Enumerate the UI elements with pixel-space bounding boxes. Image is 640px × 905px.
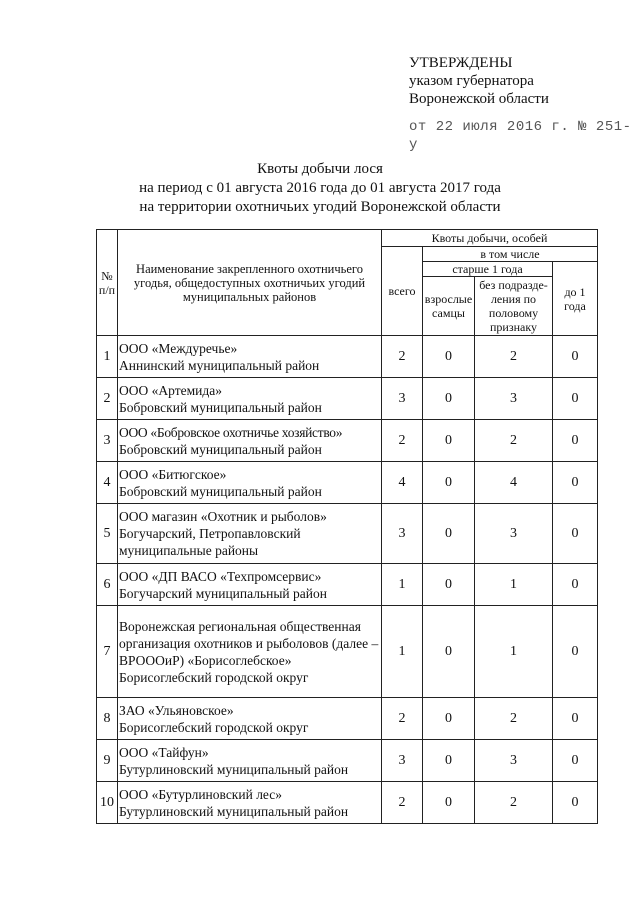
row-males: 0 bbox=[423, 740, 475, 782]
table-row bbox=[97, 504, 598, 564]
quota-table bbox=[96, 229, 598, 824]
header-older: старше 1 года bbox=[423, 262, 553, 277]
row-nosex: 2 bbox=[475, 782, 553, 824]
approval-line-2: указом губернатора bbox=[409, 73, 534, 89]
row-district: Аннинский муниципальный район bbox=[119, 357, 320, 373]
row-district: Бобровский муниципальный район bbox=[119, 483, 322, 499]
row-total: 1 bbox=[382, 606, 423, 698]
row-num: 4 bbox=[97, 462, 118, 504]
row-name bbox=[118, 740, 382, 782]
row-young: 0 bbox=[553, 420, 598, 462]
row-males: 0 bbox=[423, 564, 475, 606]
document-title bbox=[0, 160, 640, 217]
row-young: 0 bbox=[553, 606, 598, 698]
row-org: ООО «Битюгское» bbox=[119, 466, 227, 482]
row-total: 2 bbox=[382, 420, 423, 462]
row-name bbox=[118, 462, 382, 504]
approval-line-3: Воронежской области bbox=[409, 91, 549, 107]
row-district: Богучарский муниципальный район bbox=[119, 585, 327, 601]
row-young: 0 bbox=[553, 698, 598, 740]
row-young: 0 bbox=[553, 336, 598, 378]
row-num: 1 bbox=[97, 336, 118, 378]
row-name bbox=[118, 336, 382, 378]
row-district: Богучарский, Петропавловский муниципальные районы bbox=[119, 526, 301, 558]
row-name bbox=[118, 420, 382, 462]
row-males: 0 bbox=[423, 336, 475, 378]
row-nosex: 3 bbox=[475, 378, 553, 420]
row-district: Борисоглебский городской округ bbox=[119, 719, 309, 735]
header-under-one: до 1 года bbox=[553, 262, 598, 336]
row-org: Воронежская региональная общественная организация охотников и рыболовов (далее – ВРОООиР) «Борисоглебское» bbox=[119, 618, 379, 668]
row-org: ООО «Междуречье» bbox=[119, 340, 238, 356]
row-total: 3 bbox=[382, 378, 423, 420]
row-district: Бобровский муниципальный район bbox=[119, 441, 322, 457]
row-total: 2 bbox=[382, 698, 423, 740]
row-num: 2 bbox=[97, 378, 118, 420]
row-num: 8 bbox=[97, 698, 118, 740]
row-org: ЗАО «Ульяновское» bbox=[119, 702, 234, 718]
row-org: ООО магазин «Охотник и рыболов» bbox=[119, 509, 327, 524]
title-line-2: на период с 01 августа 2016 года до 01 августа 2017 года bbox=[139, 180, 501, 196]
title-line-1: Квоты добычи лося bbox=[257, 161, 383, 177]
header-no-sex: без подразде-ления по половому признаку bbox=[475, 277, 553, 336]
table-row bbox=[97, 740, 598, 782]
header-quotas: Квоты добычи, особей bbox=[382, 230, 598, 247]
row-total: 1 bbox=[382, 564, 423, 606]
row-males: 0 bbox=[423, 698, 475, 740]
row-district: Бутурлиновский муниципальный район bbox=[119, 803, 349, 819]
row-total: 3 bbox=[382, 504, 423, 564]
row-name bbox=[118, 698, 382, 740]
row-nosex: 2 bbox=[475, 420, 553, 462]
row-young: 0 bbox=[553, 504, 598, 564]
row-nosex: 3 bbox=[475, 740, 553, 782]
table-row bbox=[97, 564, 598, 606]
table-row bbox=[97, 378, 598, 420]
row-young: 0 bbox=[553, 378, 598, 420]
row-males: 0 bbox=[423, 420, 475, 462]
row-name bbox=[118, 504, 382, 564]
row-org: ООО «Артемида» bbox=[119, 382, 222, 398]
row-nosex: 1 bbox=[475, 564, 553, 606]
row-nosex: 1 bbox=[475, 606, 553, 698]
header-name: Наименование закрепленного охотничьего угодья, общедоступных охотничьих угодий муниципальных районов bbox=[118, 230, 382, 336]
row-num: 7 bbox=[97, 606, 118, 698]
row-name bbox=[118, 564, 382, 606]
row-org: ООО «Бутурлиновский лес» bbox=[119, 786, 282, 802]
row-district: Бутурлиновский муниципальный район bbox=[119, 761, 349, 777]
row-name bbox=[118, 378, 382, 420]
header-including: в том числе bbox=[423, 247, 598, 262]
row-nosex: 3 bbox=[475, 504, 553, 564]
row-num: 5 bbox=[97, 504, 118, 564]
table-row bbox=[97, 462, 598, 504]
header-total: всего bbox=[382, 247, 423, 336]
row-young: 0 bbox=[553, 462, 598, 504]
approval-date-stamp: от 22 июля 2016 г. № 251-у bbox=[409, 119, 632, 153]
row-males: 0 bbox=[423, 504, 475, 564]
row-total: 2 bbox=[382, 782, 423, 824]
row-org: ООО «Тайфун» bbox=[119, 744, 209, 760]
row-num: 9 bbox=[97, 740, 118, 782]
table-row bbox=[97, 698, 598, 740]
row-num: 3 bbox=[97, 420, 118, 462]
row-nosex: 2 bbox=[475, 336, 553, 378]
table-row bbox=[97, 420, 598, 462]
table-row bbox=[97, 782, 598, 824]
row-males: 0 bbox=[423, 462, 475, 504]
title-line-3: на территории охотничьих угодий Воронежской области bbox=[139, 199, 501, 215]
row-total: 4 bbox=[382, 462, 423, 504]
row-org: ООО «Бобровское охотничье хозяйство» bbox=[119, 424, 343, 440]
row-males: 0 bbox=[423, 606, 475, 698]
row-org: ООО «ДП ВАСО «Техпромсервис» bbox=[119, 568, 322, 584]
row-name bbox=[118, 606, 382, 698]
row-num: 10 bbox=[97, 782, 118, 824]
header-adult-males: взрослые самцы bbox=[423, 277, 475, 336]
row-young: 0 bbox=[553, 782, 598, 824]
row-males: 0 bbox=[423, 782, 475, 824]
approval-block bbox=[409, 54, 640, 154]
row-males: 0 bbox=[423, 378, 475, 420]
row-young: 0 bbox=[553, 564, 598, 606]
header-num: № п/п bbox=[97, 230, 118, 336]
row-nosex: 4 bbox=[475, 462, 553, 504]
row-total: 2 bbox=[382, 336, 423, 378]
row-num: 6 bbox=[97, 564, 118, 606]
row-total: 3 bbox=[382, 740, 423, 782]
approval-heading: УТВЕРЖДЕНЫ bbox=[409, 55, 513, 71]
table-row bbox=[97, 336, 598, 378]
table-row bbox=[97, 606, 598, 698]
row-name bbox=[118, 782, 382, 824]
row-nosex: 2 bbox=[475, 698, 553, 740]
row-young: 0 bbox=[553, 740, 598, 782]
row-district: Бобровский муниципальный район bbox=[119, 399, 322, 415]
row-district: Борисоглебский городской округ bbox=[119, 669, 309, 685]
